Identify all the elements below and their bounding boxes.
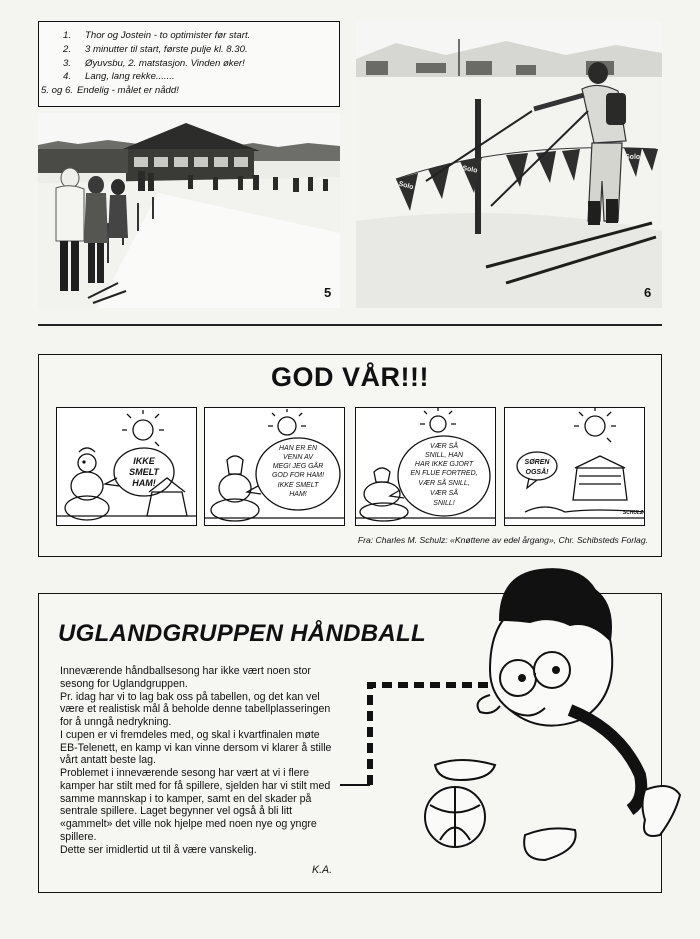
photo-number: 6 (644, 285, 652, 300)
speech-line: HAN ER EN (278, 445, 318, 452)
article-paragraph: Pr. idag har vi to lag bak oss på tabellen, og det kan vel være et realistisk mål å beholde denne tabellplasseringen for å unngå nedrykning. (60, 690, 331, 728)
comic-signature: SCHULZ (622, 510, 644, 516)
comic-panel-art (57, 408, 197, 526)
caption-row (63, 70, 329, 84)
skier-image (356, 21, 662, 308)
flag-sign-text: Solo (461, 165, 478, 175)
caption-row (41, 84, 329, 98)
caption-number: 3. (63, 57, 72, 69)
article-title: UGLANDGRUPPEN HÅNDBALL (58, 620, 426, 647)
speech-line: GOD FOR HAM! (271, 472, 325, 479)
caption-text: 3 minutter til start, første pulje kl. 8.30. (85, 43, 248, 55)
photo-skier-finish (356, 21, 662, 308)
speech-line: SØREN (524, 459, 550, 466)
speech-line: OGSÅ! (525, 469, 549, 476)
comic-panel-4 (504, 407, 645, 526)
speech-line: VÆR SÅ (429, 443, 459, 450)
speech-line: HAR IKKE GJORT (414, 461, 474, 468)
caption-number: 2. (63, 43, 72, 55)
article-body (60, 665, 340, 856)
comic-panel-2 (204, 407, 345, 526)
comic-title: GOD VÅR!!! (271, 362, 429, 392)
speech-line: EN FLUE FORTRED, (410, 470, 478, 477)
speech-line: VÆR SÅ (429, 490, 459, 497)
caption-text: Øyuvsbu, 2. matstasjon. Vinden øker! (85, 57, 245, 69)
flag-sign-text: Solo (397, 180, 415, 192)
caption-row (63, 43, 329, 57)
article-paragraph: I cupen er vi fremdeles med, og skal i kvartfinalen møte EB-Telenett, en kamp vi kan vinne dersom vi klarer å stille vårt antatt beste lag. (60, 728, 332, 767)
caption-text: Endelig - målet er nådd! (77, 85, 179, 97)
comic-panel-art (205, 408, 345, 526)
caption-text: Thor og Jostein - to optimister før start. (85, 30, 251, 41)
caption-text: Lang, lang rekke....... (85, 71, 175, 83)
flag-sign-text: Solo (625, 154, 641, 161)
speech-line: HAM! (289, 491, 307, 498)
speech-line: MEG! JEG GÅR (272, 463, 324, 470)
caption-number: 4. (63, 71, 72, 83)
section-divider (38, 324, 662, 326)
photo-captions-box (38, 21, 340, 107)
speech-line: IKKE (133, 456, 155, 466)
article-paragraph: Problemet i inneværende sesong har vært at vi i flere kamper har stilt med for få spillere, sjelden har vi stilt med samme mannskap i to kamper, samt en del skader på sentrale spillere. Laget begynner vel også å bli litt «gammelt» det ville nok hjelpe med noen nye og yngre spillere. (60, 767, 331, 843)
speech-line: IKKE SMELT (277, 482, 319, 489)
finish-area-image (38, 113, 340, 308)
caption-row (63, 29, 329, 43)
speech-line: VENN AV (282, 454, 314, 461)
comic-panel-1 (56, 407, 197, 526)
article-paragraph: Inneværende håndballsesong har ikke vært noen stor sesong for Uglandgruppen. (60, 665, 311, 690)
speech-line: SMELT (129, 467, 159, 477)
speech-line: SNILL! (433, 500, 455, 507)
speech-line: VÆR SÅ SNILL, (418, 480, 470, 487)
comic-panel-3 (355, 407, 496, 526)
comic-panel-art (505, 408, 645, 526)
speech-line: HAM! (132, 478, 156, 488)
caption-number: 1. (63, 30, 72, 41)
comic-credit: Fra: Charles M. Schulz: «Knøttene av edel årgang», Chr. Schibsteds Forlag. (357, 535, 648, 545)
comic-panel-art (356, 408, 496, 526)
article-signature: K.A. (312, 864, 333, 876)
photo-finish-area (38, 113, 340, 308)
caption-row (63, 57, 329, 71)
photo-number: 5 (324, 285, 332, 300)
article-paragraph: Dette ser imidlertid ut til å være vanskelig. (60, 843, 257, 856)
caption-number: 5. og 6. (41, 85, 74, 97)
speech-line: SNILL, HAN (424, 452, 464, 459)
handball-cartoon-illustration (340, 560, 690, 880)
